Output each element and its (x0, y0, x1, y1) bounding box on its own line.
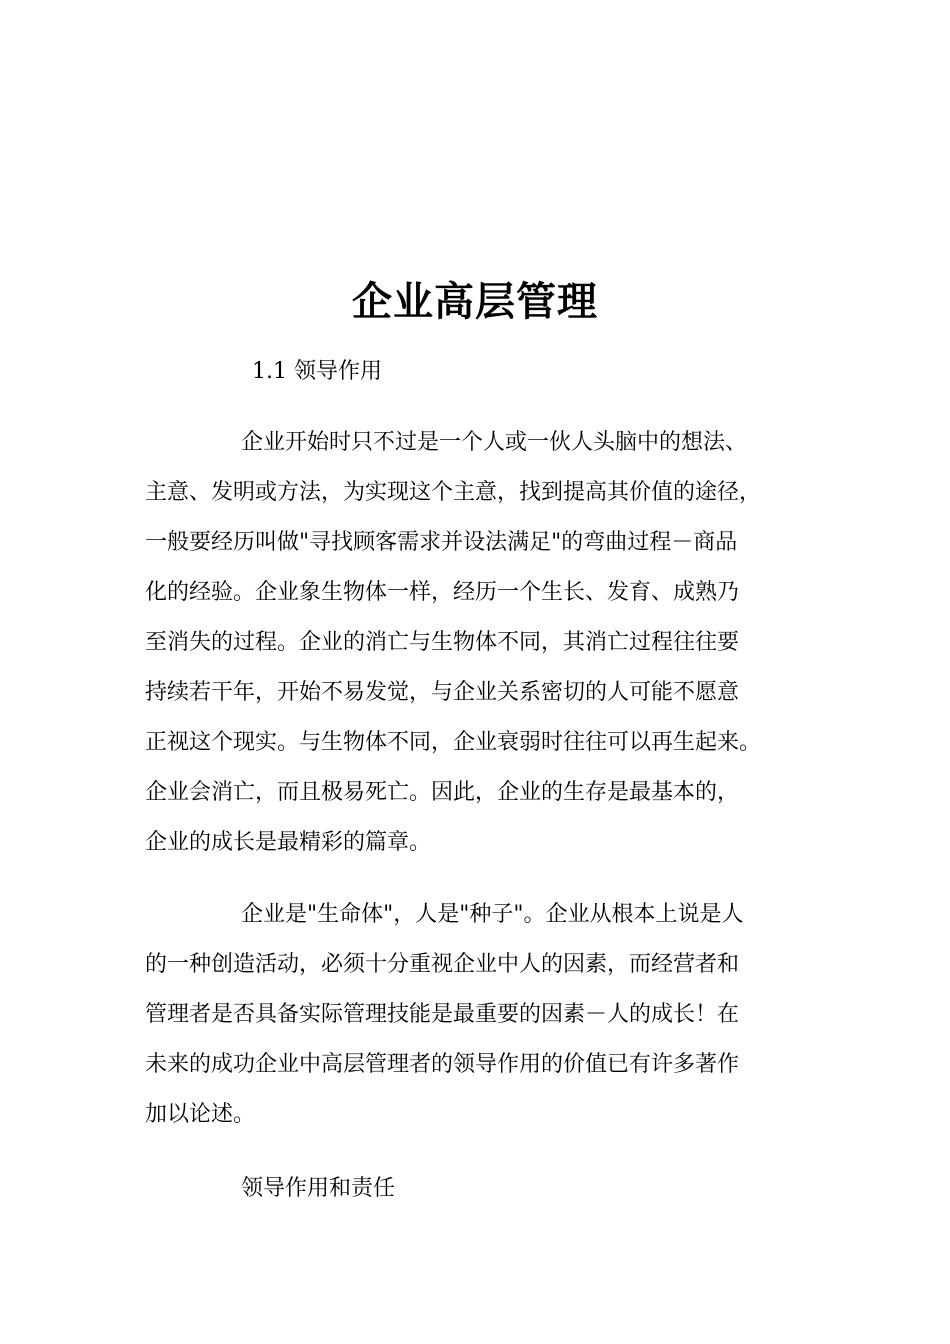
paragraph-line: 未来的成功企业中高层管理者的领导作用的价值已有许多著作 (145, 1052, 740, 1077)
paragraph-line: 的一种创造活动，必须十分重视企业中人的因素，而经营者和 (145, 952, 740, 977)
subheading: 领导作用和责任 (241, 1176, 396, 1201)
paragraph-line: 企业开始时只不过是一个人或一伙人头脑中的想法、 (241, 430, 748, 455)
paragraph-line: 加以论述。 (145, 1102, 256, 1127)
paragraph-line: 企业的成长是最精彩的篇章。 (145, 830, 432, 855)
paragraph-1 (145, 418, 825, 868)
paragraph-line: 至消失的过程。企业的消亡与生物体不同，其消亡过程往往要 (145, 630, 740, 655)
paragraph-2 (145, 890, 825, 1140)
paragraph-line: 化的经验。企业象生物体一样，经历一个生长、发育、成熟乃 (145, 580, 740, 605)
paragraph-line: 正视这个现实。与生物体不同，企业衰弱时往往可以再生起来。 (145, 730, 762, 755)
paragraph-line: 一般要经历叫做"寻找顾客需求并设法满足"的弯曲过程－商品 (145, 530, 738, 555)
paragraph-line: 管理者是否具备实际管理技能是最重要的因素－人的成长！在 (145, 1002, 740, 1027)
paragraph-line: 主意、发明或方法，为实现这个主意，找到提高其价值的途径， (145, 480, 762, 505)
section-heading: 1.1 领导作用 (252, 359, 382, 384)
paragraph-line: 企业会消亡，而且极易死亡。因此，企业的生存是最基本的， (145, 780, 740, 805)
paragraph-line: 企业是"生命体"，人是"种子"。企业从根本上说是人 (241, 902, 744, 927)
paragraph-line: 持续若干年，开始不易发觉，与企业关系密切的人可能不愿意 (145, 680, 740, 705)
document-title: 企业高层管理 (352, 278, 598, 325)
